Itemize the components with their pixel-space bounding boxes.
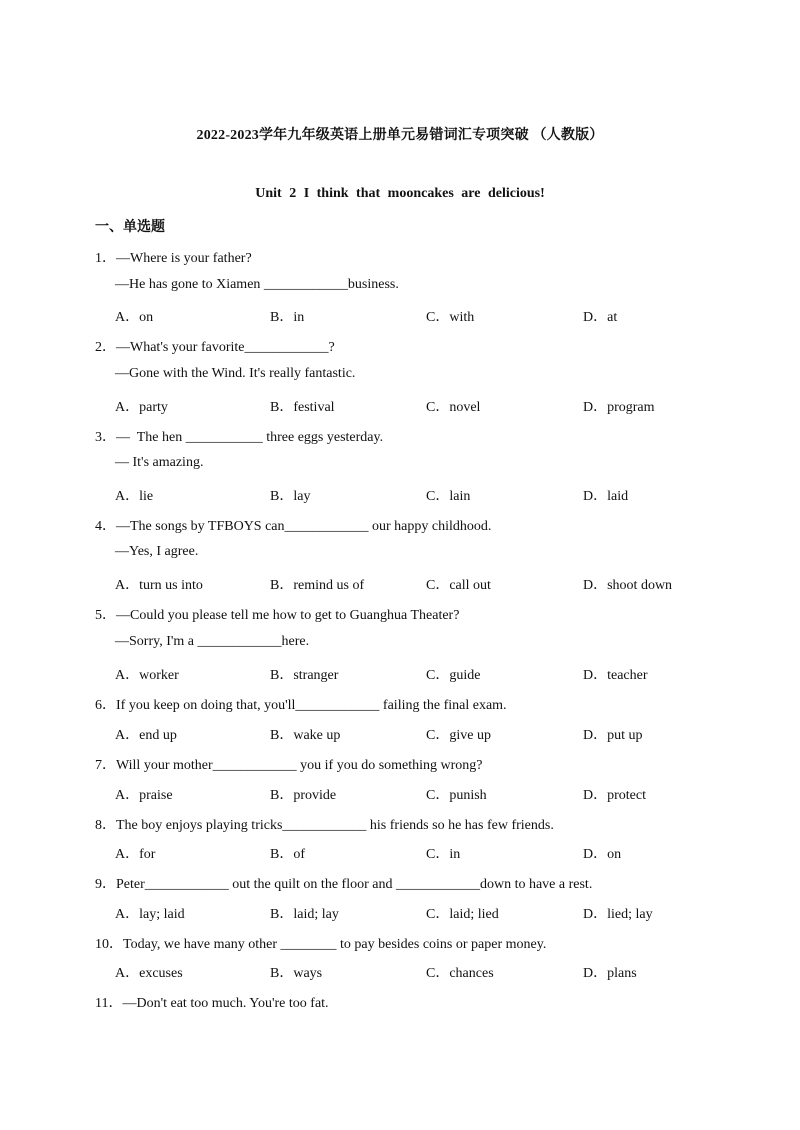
question-4-option-a: A．turn us into <box>115 578 203 593</box>
question-5-stem: 5．—Could you please tell me how to get to Guanghua Theater? <box>95 608 460 623</box>
question-3-stem: 3．— The hen ___________ three eggs yesterday. <box>95 430 384 445</box>
question-3-reply: — It's amazing. <box>115 455 204 470</box>
question-6-option-a: A．end up <box>115 728 177 743</box>
question-2-reply: —Gone with the Wind. It's really fantastic. <box>115 366 356 381</box>
question-1-option-a: A．on <box>115 310 154 325</box>
section-heading: 一、单选题 <box>95 220 165 235</box>
question-8-option-a: A．for <box>115 847 156 862</box>
question-1-option-c: C．with <box>426 310 475 325</box>
question-1-reply: —He has gone to Xiamen ____________business. <box>115 277 399 292</box>
question-11-stem: 11．—Don't eat too much. You're too fat. <box>95 996 329 1011</box>
question-7-option-c: C．punish <box>426 788 487 803</box>
question-3-option-c: C．lain <box>426 489 471 504</box>
question-3-option-b: B．lay <box>270 489 311 504</box>
question-4-option-b: B．remind us of <box>270 578 365 593</box>
question-6-option-b: B．wake up <box>270 728 341 743</box>
unit-heading: Unit 2 I think that mooncakes are delicious! <box>255 186 545 201</box>
question-1-option-b: B．in <box>270 310 305 325</box>
question-2-option-a: A．party <box>115 400 168 415</box>
question-9-option-c: C．laid; lied <box>426 907 499 922</box>
question-9-option-a: A．lay; laid <box>115 907 185 922</box>
question-5-option-b: B．stranger <box>270 668 339 683</box>
question-4-option-d: D．shoot down <box>583 578 673 593</box>
question-6-option-c: C．give up <box>426 728 491 743</box>
question-6-option-d: D．put up <box>583 728 643 743</box>
question-6-stem: 6．If you keep on doing that, you'll____________ failing the final exam. <box>95 698 507 713</box>
question-7-stem: 7．Will your mother____________ you if you do something wrong? <box>95 758 483 773</box>
question-5-option-c: C．guide <box>426 668 481 683</box>
question-8-option-d: D．on <box>583 847 622 862</box>
question-2-option-c: C．novel <box>426 400 481 415</box>
question-10-stem: 10．Today, we have many other ________ to pay besides coins or paper money. <box>95 937 547 952</box>
question-4-reply: —Yes, I agree. <box>115 544 199 559</box>
question-4-option-c: C．call out <box>426 578 491 593</box>
question-2-stem: 2．—What's your favorite____________? <box>95 340 335 355</box>
question-8-stem: 8．The boy enjoys playing tricks____________ his friends so he has few friends. <box>95 818 554 833</box>
question-10-option-c: C．chances <box>426 966 494 981</box>
question-5-reply: —Sorry, I'm a ____________here. <box>115 634 310 649</box>
question-10-option-b: B．ways <box>270 966 323 981</box>
question-5-option-d: D．teacher <box>583 668 648 683</box>
question-9-option-d: D．lied; lay <box>583 907 653 922</box>
document-title: 2022-2023学年九年级英语上册单元易错词汇专项突破 （人教版） <box>196 128 604 143</box>
question-7-option-b: B．provide <box>270 788 337 803</box>
question-2-option-d: D．program <box>583 400 655 415</box>
question-8-option-b: B．of <box>270 847 305 862</box>
question-7-option-a: A．praise <box>115 788 173 803</box>
question-9-stem: 9．Peter____________ out the quilt on the floor and ____________down to have a rest. <box>95 877 593 892</box>
question-8-option-c: C．in <box>426 847 461 862</box>
question-4-stem: 4．—The songs by TFBOYS can____________ our happy childhood. <box>95 519 492 534</box>
question-1-stem: 1．—Where is your father? <box>95 251 252 266</box>
question-3-option-d: D．laid <box>583 489 629 504</box>
question-2-option-b: B．festival <box>270 400 335 415</box>
question-10-option-a: A．excuses <box>115 966 183 981</box>
question-1-option-d: D．at <box>583 310 618 325</box>
question-10-option-d: D．plans <box>583 966 637 981</box>
question-3-option-a: A．lie <box>115 489 154 504</box>
question-7-option-d: D．protect <box>583 788 646 803</box>
question-9-option-b: B．laid; lay <box>270 907 339 922</box>
question-5-option-a: A．worker <box>115 668 179 683</box>
